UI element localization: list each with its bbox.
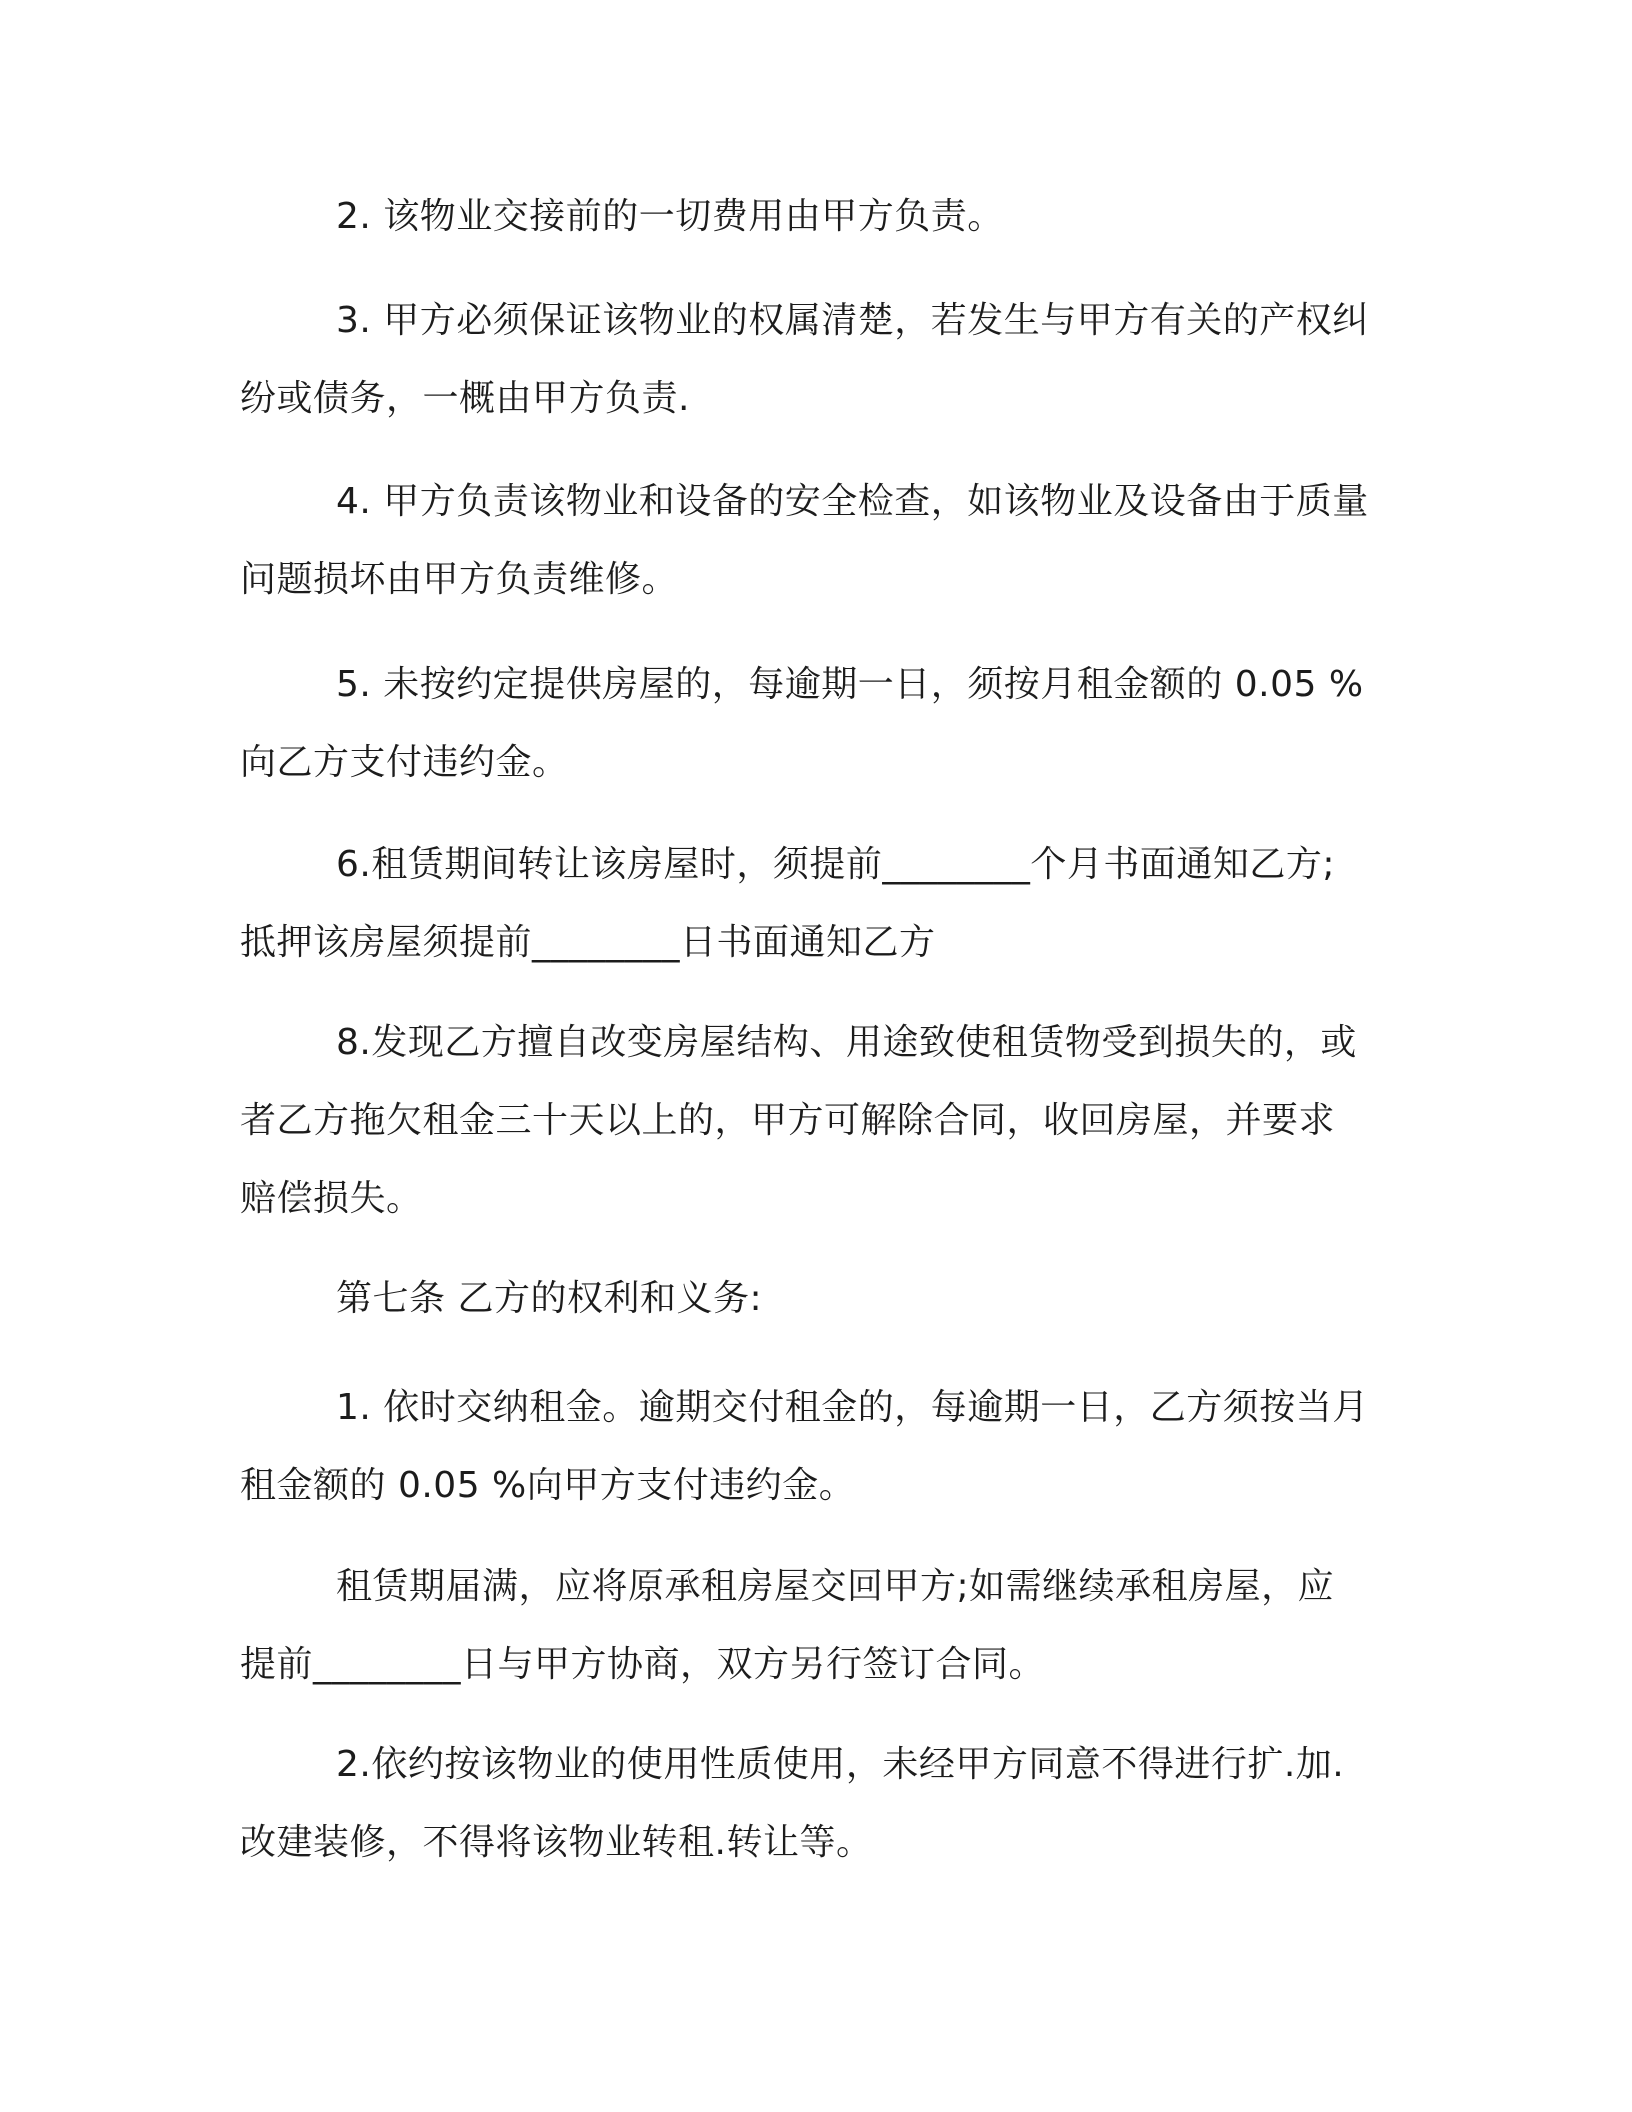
paragraph-obligation-2 — [240, 1726, 1390, 1882]
paragraph-line: 抵押该房屋须提前________日书面通知乙方 — [240, 922, 936, 963]
paragraph-line: 向乙方支付违约金。 — [240, 742, 569, 783]
paragraph-lease-expiry — [240, 1548, 1390, 1704]
paragraph-line: 者乙方拖欠租金三十天以上的，甲方可解除合同，收回房屋，并要求 — [240, 1100, 1336, 1141]
paragraph-clause-2 — [240, 178, 1390, 256]
section-heading-article-7 — [240, 1260, 1390, 1338]
paragraph-line: 5. 未按约定提供房屋的，每逾期一日，须按月租金额的 0.05 % — [336, 664, 1364, 705]
paragraph-line: 2. 该物业交接前的一切费用由甲方负责。 — [336, 196, 1004, 237]
paragraph-line: 租赁期届满，应将原承租房屋交回甲方;如需继续承租房屋，应 — [336, 1566, 1335, 1607]
paragraph-line: 8.发现乙方擅自改变房屋结构、用途致使租赁物受到损失的，或 — [336, 1022, 1357, 1063]
paragraph-line: 2.依约按该物业的使用性质使用，未经甲方同意不得进行扩.加. — [336, 1744, 1345, 1785]
paragraph-line: 纷或债务，一概由甲方负责. — [240, 378, 690, 419]
paragraph-clause-8 — [240, 1004, 1390, 1238]
paragraph-clause-5 — [240, 646, 1390, 802]
section-heading: 第七条 乙方的权利和义务: — [336, 1278, 763, 1319]
paragraph-line: 问题损坏由甲方负责维修。 — [240, 559, 679, 600]
paragraph-clause-6 — [240, 826, 1390, 982]
paragraph-line: 4. 甲方负责该物业和设备的安全检查，如该物业及设备由于质量 — [336, 481, 1369, 522]
paragraph-line: 提前________日与甲方协商，双方另行签订合同。 — [240, 1644, 1046, 1685]
paragraph-clause-4 — [240, 463, 1390, 619]
paragraph-clause-3 — [240, 282, 1390, 438]
paragraph-line: 改建装修，不得将该物业转租.转让等。 — [240, 1822, 873, 1863]
paragraph-line: 3. 甲方必须保证该物业的权属清楚，若发生与甲方有关的产权纠 — [336, 300, 1369, 341]
paragraph-line: 租金额的 0.05 %向甲方支付违约金。 — [240, 1465, 856, 1506]
paragraph-line: 赔偿损失。 — [240, 1178, 423, 1219]
paragraph-line: 1. 依时交纳租金。逾期交付租金的，每逾期一日，乙方须按当月 — [336, 1387, 1369, 1428]
paragraph-obligation-1 — [240, 1369, 1390, 1525]
paragraph-line: 6.租赁期间转让该房屋时，须提前________个月书面通知乙方; — [336, 844, 1335, 885]
